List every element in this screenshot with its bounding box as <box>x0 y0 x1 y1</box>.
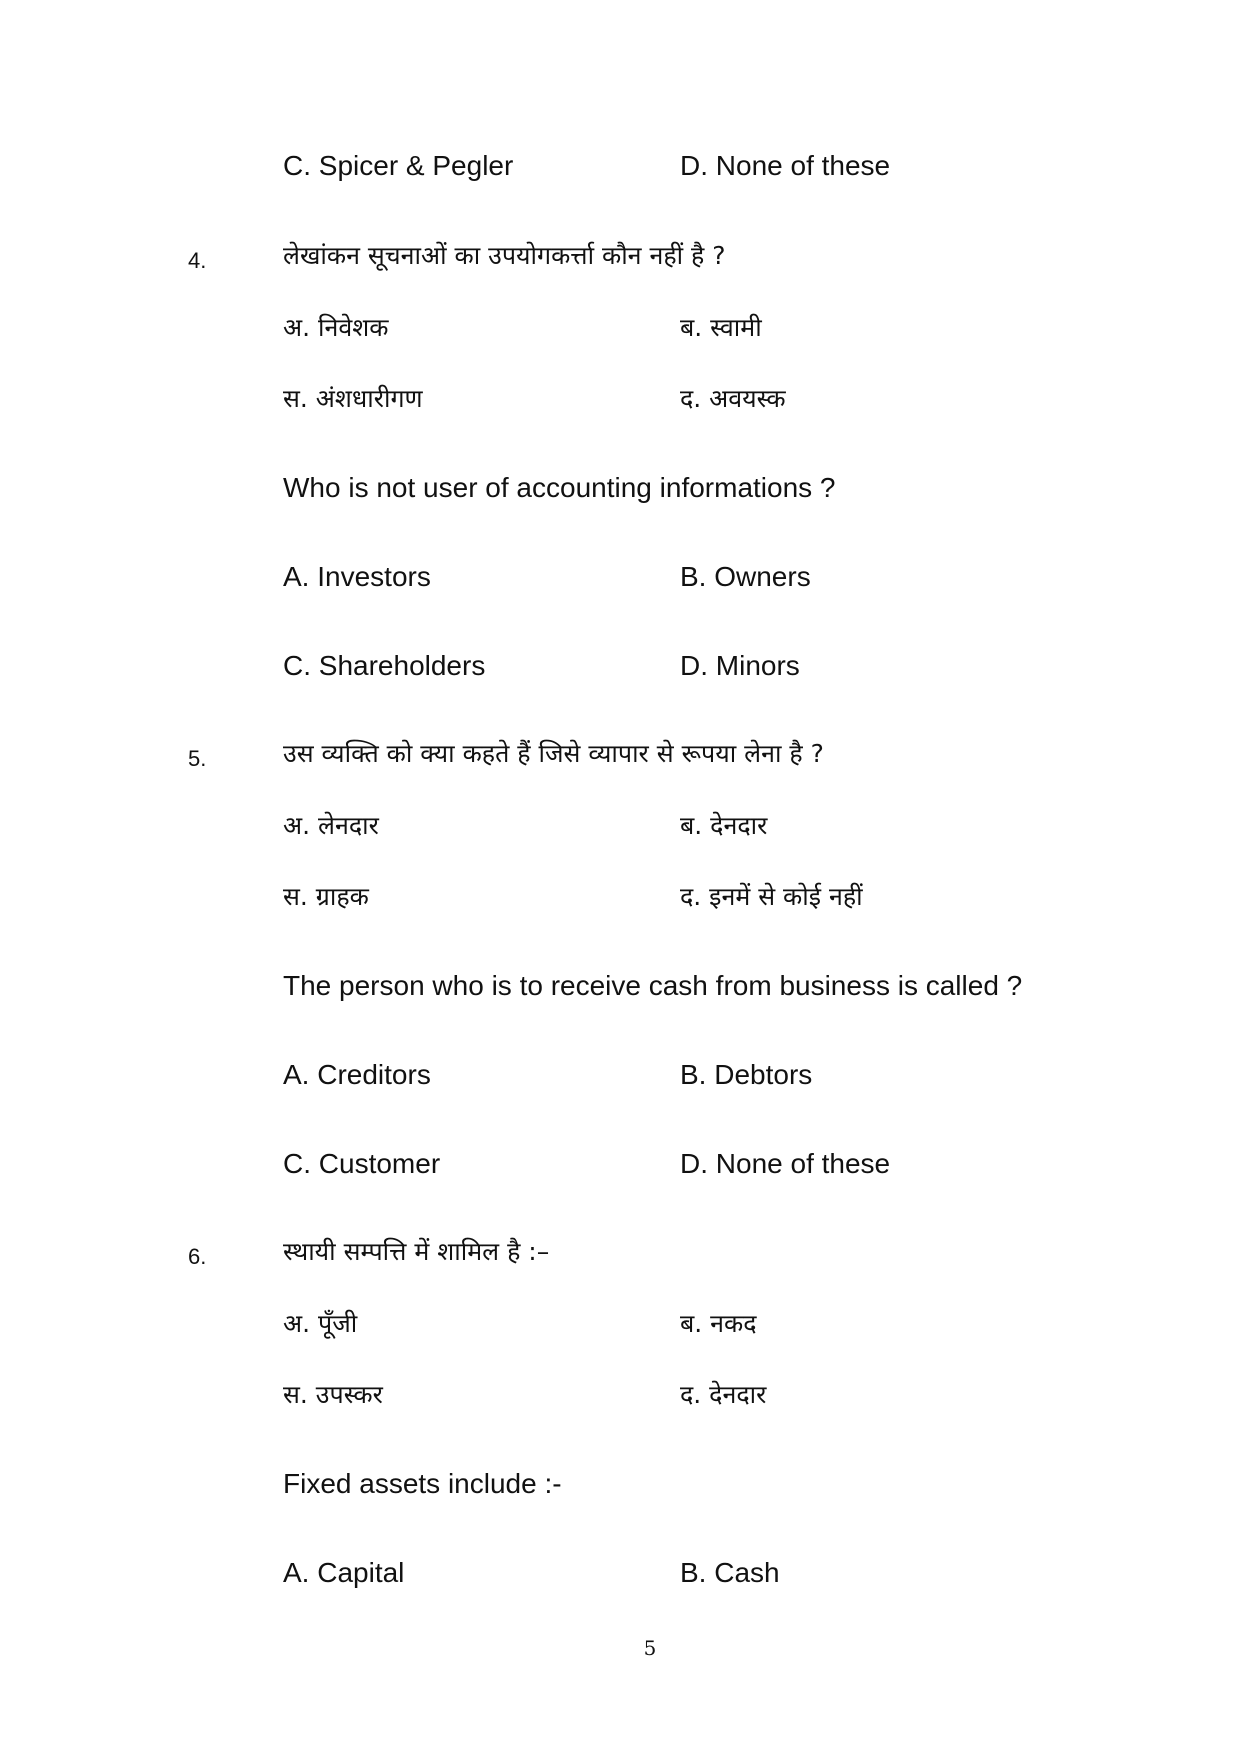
hindi-option: द. देनदार <box>680 1380 767 1409</box>
hindi-option: ब. स्वामी <box>680 313 762 342</box>
english-option: B. Cash <box>680 1557 780 1588</box>
english-option: A. Capital <box>283 1557 405 1588</box>
hindi-question: लेखांकन सूचनाओं का उपयोगकर्त्ता कौन नहीं है ? <box>283 241 726 270</box>
hindi-option: स. ग्राहक <box>283 882 369 911</box>
english-option: A. Creditors <box>283 1059 431 1090</box>
hindi-option: द. इनमें से कोई नहीं <box>680 882 863 911</box>
english-option: B. Debtors <box>680 1059 813 1090</box>
question-number: 6. <box>188 1244 207 1269</box>
question-number: 4. <box>188 248 207 273</box>
english-option: A. Investors <box>283 561 431 592</box>
hindi-option: स. उपस्कर <box>283 1380 383 1409</box>
english-option: C. Customer <box>283 1148 441 1179</box>
english-question: Fixed assets include :- <box>283 1468 562 1499</box>
hindi-option: अ. पूँजी <box>283 1309 358 1338</box>
question-number: 5. <box>188 746 207 771</box>
hindi-option: स. अंशधारीगण <box>283 384 423 413</box>
hindi-option: ब. देनदार <box>680 811 768 840</box>
english-option: D. None of these <box>680 1148 891 1179</box>
hindi-option: ब. नकद <box>680 1309 757 1338</box>
english-option: B. Owners <box>680 561 811 592</box>
hindi-question: स्थायी सम्पत्ति में शामिल है :– <box>283 1237 550 1266</box>
english-question: The person who is to receive cash from business is called ? <box>283 970 1023 1001</box>
hindi-option: द. अवयस्क <box>680 384 786 413</box>
hindi-option: अ. निवेशक <box>283 313 389 342</box>
english-option: D. Minors <box>680 650 800 681</box>
hindi-question: उस व्यक्ति को क्या कहते हैं जिसे व्यापार से रूपया लेना है ? <box>283 739 824 768</box>
option-c: C. Spicer & Pegler <box>283 150 514 181</box>
english-option: C. Shareholders <box>283 650 486 681</box>
option-d: D. None of these <box>680 150 891 181</box>
hindi-option: अ. लेनदार <box>283 811 379 840</box>
page-number: 5 <box>643 1636 657 1660</box>
english-question: Who is not user of accounting informations ? <box>283 472 836 503</box>
